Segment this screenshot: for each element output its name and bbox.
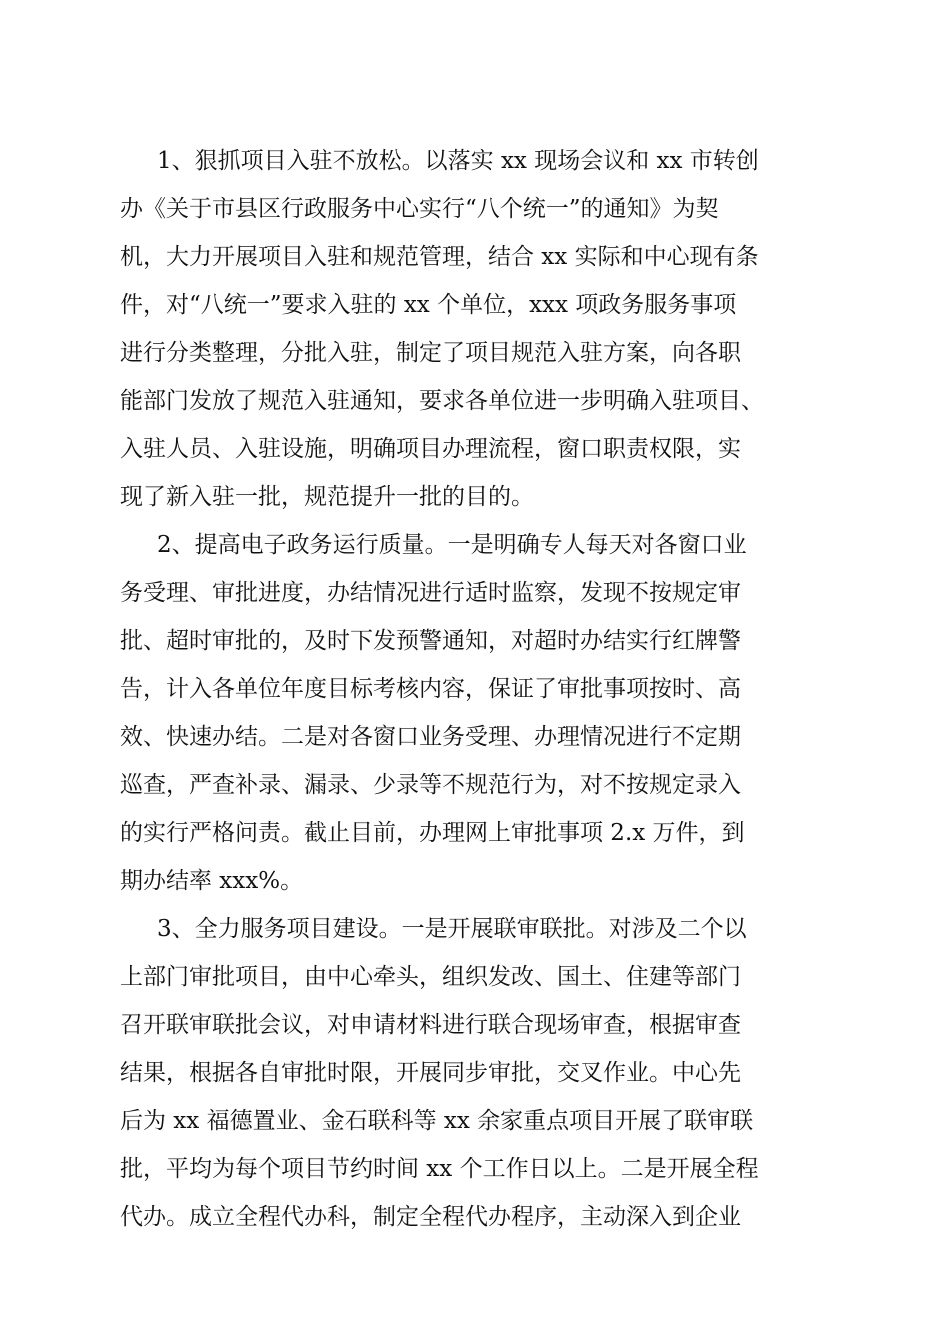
- paragraph-3-line-5: 后为 xx 福德置业、金石联科等 xx 余家重点项目开展了联审联: [120, 1108, 754, 1134]
- paragraph-2-line-2: 务受理、审批进度，办结情况进行适时监察，发现不按规定审: [120, 580, 741, 606]
- paragraph-3-line-3: 召开联审联批会议，对申请材料进行联合现场审查，根据审查: [120, 1012, 741, 1038]
- paragraph-1-line-4: 件，对“八统一”要求入驻的 xx 个单位，xxx 项政务服务事项: [120, 292, 737, 318]
- paragraph-2-line-5: 效、快速办结。二是对各窗口业务受理、办理情况进行不定期: [120, 724, 741, 750]
- paragraph-1-line-1: 1、狠抓项目入驻不放松。以落实 xx 现场会议和 xx 市转创: [157, 148, 759, 174]
- paragraph-1-line-2: 办《关于市县区行政服务中心实行“八个统一”的通知》为契: [120, 196, 719, 222]
- paragraph-3-line-7: 代办。成立全程代办科，制定全程代办程序，主动深入到企业: [120, 1204, 741, 1230]
- paragraph-1-line-5: 进行分类整理，分批入驻，制定了项目规范入驻方案，向各职: [120, 340, 741, 366]
- paragraph-2-line-1: 2、提高电子政务运行质量。一是明确专人每天对各窗口业: [157, 532, 747, 558]
- paragraph-3-line-1: 3、全力服务项目建设。一是开展联审联批。对涉及二个以: [157, 916, 747, 942]
- paragraph-2-line-7: 的实行严格问责。截止目前，办理网上审批事项 2.x 万件，到: [120, 820, 745, 846]
- paragraph-3-line-6: 批，平均为每个项目节约时间 xx 个工作日以上。二是开展全程: [120, 1156, 759, 1182]
- paragraph-2-line-8: 期办结率 xxx%。: [120, 868, 304, 894]
- paragraph-2-line-3: 批、超时审批的，及时下发预警通知，对超时办结实行红牌警: [120, 628, 741, 654]
- paragraph-1-line-6: 能部门发放了规范入驻通知，要求各单位进一步明确入驻项目、: [120, 388, 764, 414]
- paragraph-1-line-8: 现了新入驻一批，规范提升一批的目的。: [120, 484, 534, 510]
- paragraph-2-line-6: 巡查，严查补录、漏录、少录等不规范行为，对不按规定录入: [120, 772, 741, 798]
- paragraph-3-line-2: 上部门审批项目，由中心牵头，组织发改、国土、住建等部门: [120, 964, 741, 990]
- paragraph-2-line-4: 告，计入各单位年度目标考核内容，保证了审批事项按时、高: [120, 676, 741, 702]
- paragraph-3-line-4: 结果，根据各自审批时限，开展同步审批，交叉作业。中心先: [120, 1060, 741, 1086]
- paragraph-1-line-3: 机，大力开展项目入驻和规范管理，结合 xx 实际和中心现有条: [120, 244, 759, 270]
- paragraph-1-line-7: 入驻人员、入驻设施，明确项目办理流程，窗口职责权限，实: [120, 436, 741, 462]
